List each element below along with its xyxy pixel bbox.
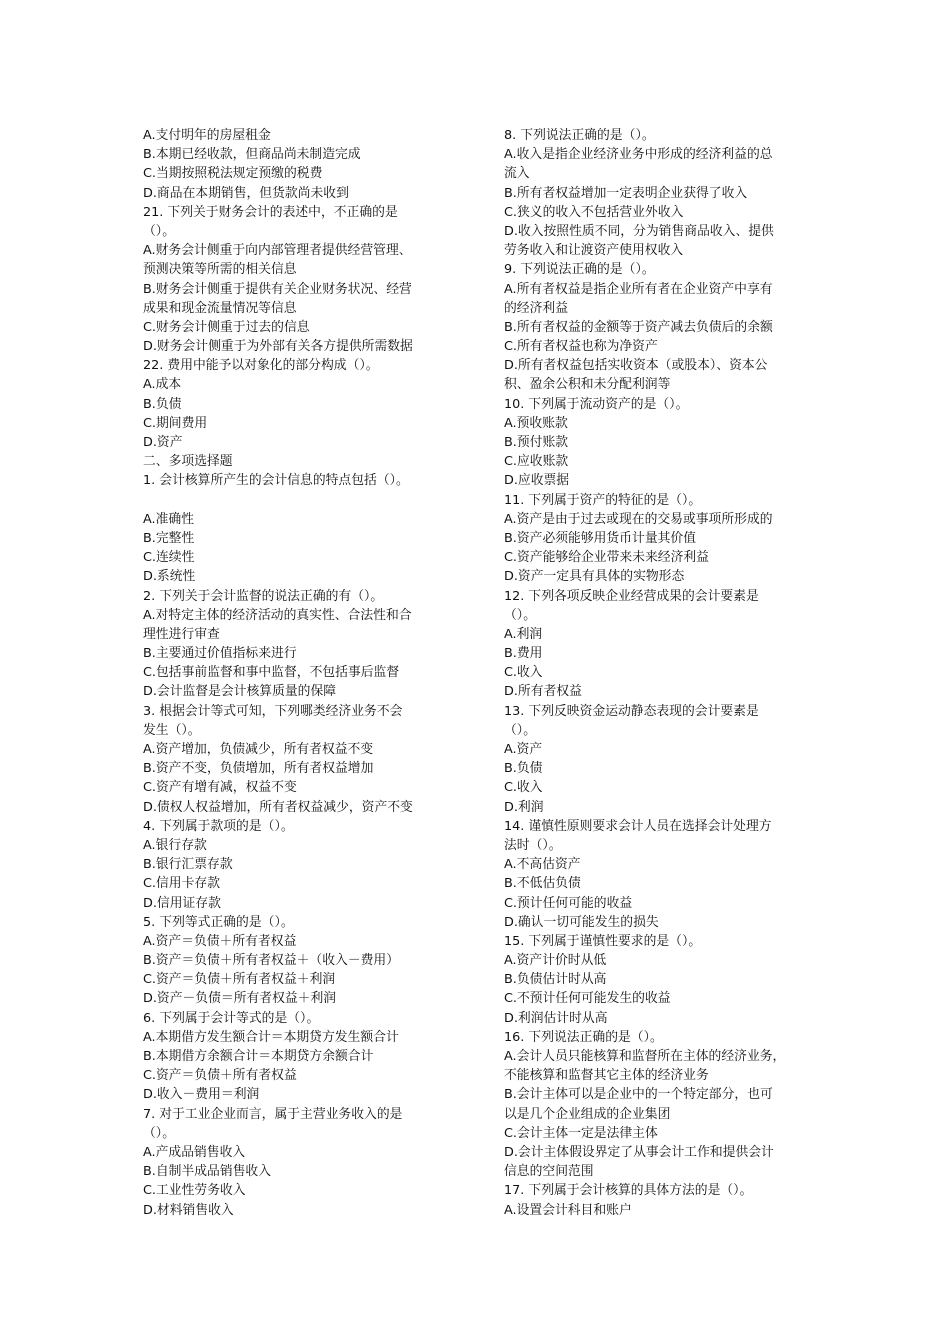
right-column-line: A.资产 [504, 742, 543, 757]
left-column-line: A.对特定主体的经济活动的真实性、合法性和合 [143, 607, 412, 623]
right-column-line: 劳务收入和让渡资产使用权收入 [504, 243, 684, 259]
left-column-line: D.信用证存款 [143, 895, 221, 911]
right-column-line: （）。 [504, 607, 536, 623]
right-column-line: C.狭义的收入不包括营业外收入 [504, 204, 684, 220]
right-column-line: D.资产一定具有具体的实物形态 [504, 569, 685, 585]
left-column-line: 7. 对于工业企业而言，属于主营业务收入的是 [143, 1106, 403, 1122]
left-column-line: 21. 下列关于财务会计的表述中，不正确的是 [143, 204, 398, 220]
right-column-line: A.会计人员只能核算和监督所在主体的经济业务， [504, 1049, 786, 1064]
left-column-line: 22. 费用中能予以对象化的部分构成（）。 [143, 358, 379, 374]
left-column-line: D.债权人权益增加，所有者权益减少，资产不变 [143, 799, 413, 815]
right-column-line: C.预计任何可能的收益 [504, 895, 633, 911]
right-column-line: 9. 下列说法正确的是（）。 [504, 262, 655, 278]
left-column-line: 4. 下列属于款项的是（）。 [143, 818, 294, 834]
left-column-line: C.资产＝负债＋所有者权益＋利润 [143, 972, 336, 988]
left-column-line: B.资产不变，负债增加，所有者权益增加 [143, 761, 374, 777]
right-column-line: C.应收账款 [504, 454, 569, 470]
left-column-line: B.财务会计侧重于提供有关企业财务状况、经营 [143, 281, 412, 297]
right-column-line: C.会计主体一定是法律主体 [504, 1125, 658, 1141]
right-column-line: B.所有者权益的金额等于资产减去负债后的余额 [504, 319, 773, 335]
left-column-line: （）。 [143, 223, 175, 239]
left-column-line: 5. 下列等式正确的是（）。 [143, 914, 294, 930]
right-column-line: （）。 [504, 722, 536, 738]
right-column-line: 法时（）。 [504, 837, 562, 853]
right-column-line: 14. 谨慎性原则要求会计人员在选择会计处理方 [504, 818, 772, 834]
right-column-line: D.利润估计时从高 [504, 1010, 608, 1026]
right-column-line: 信息的空间范围 [504, 1164, 594, 1180]
left-column-line: D.商品在本期销售，但货款尚未收到 [143, 185, 349, 201]
right-column-line: B.费用 [504, 646, 543, 662]
left-column-line: （）。 [143, 1125, 175, 1141]
right-column-line: D.所有者权益 [504, 684, 582, 700]
right-column-line: B.负债 [504, 761, 543, 777]
left-column-line: A.资产增加，负债减少，所有者权益不变 [143, 742, 374, 757]
left-column-line: B.本期借方余额合计＝本期贷方余额合计 [143, 1049, 374, 1064]
right-column-line: A.资产计价时从低 [504, 953, 607, 969]
right-column-line: 17. 下列属于会计核算的具体方法的是（）。 [504, 1183, 753, 1199]
left-column-line: B.负债 [143, 396, 182, 412]
right-column-line: C.所有者权益也称为净资产 [504, 339, 658, 355]
right-column-line: A.所有者权益是指企业所有者在企业资产中享有 [504, 281, 773, 297]
left-column-line: 成果和现金流量情况等信息 [143, 300, 297, 316]
right-column-line: C.收入 [504, 780, 543, 796]
right-column-line: 15. 下列属于谨慎性要求的是（）。 [504, 933, 702, 949]
right-column-line: 10. 下列属于流动资产的是（）。 [504, 396, 689, 412]
right-column-line: D.收入按照性质不同，分为销售商品收入、提供 [504, 223, 774, 239]
left-column-line: B.银行汇票存款 [143, 857, 233, 873]
right-column-line: A.利润 [504, 626, 543, 642]
right-column-line: 积、盈余公积和未分配利润等 [504, 377, 671, 393]
left-column-line: B.主要通过价值指标来进行 [143, 646, 297, 662]
left-column-line: C.资产有增有减，权益不变 [143, 780, 297, 796]
left-column-line: C.期间费用 [143, 415, 208, 431]
left-column-line: A.资产＝负债＋所有者权益 [143, 933, 297, 949]
left-column-line: D.收入－费用＝利润 [143, 1087, 260, 1103]
right-column-line: 12. 下列各项反映企业经营成果的会计要素是 [504, 588, 759, 604]
left-column-line: A.支付明年的房屋租金 [143, 128, 271, 143]
right-column-line: B.所有者权益增加一定表明企业获得了收入 [504, 185, 748, 201]
right-column-line: 8. 下列说法正确的是（）。 [504, 128, 655, 143]
right-column-line: D.会计主体假设界定了从事会计工作和提供会计 [504, 1144, 774, 1160]
left-column-line: C.资产＝负债＋所有者权益 [143, 1068, 297, 1084]
left-column-line: A.财务会计侧重于向内部管理者提供经营管理、 [143, 243, 412, 259]
left-column-line: 6. 下列属于会计等式的是（）。 [143, 1010, 320, 1026]
left-column-line: A.本期借方发生额合计＝本期贷方发生额合计 [143, 1029, 399, 1045]
right-column-line: 13. 下列反映资金运动静态表现的会计要素是 [504, 703, 759, 719]
left-column-line: A.产成品销售收入 [143, 1144, 246, 1160]
left-column-line: C.财务会计侧重于过去的信息 [143, 319, 310, 335]
right-column-line: A.收入是指企业经济业务中形成的经济利益的总 [504, 147, 773, 163]
right-column-line: B.不低估负债 [504, 876, 581, 892]
right-column-line: C.不预计任何可能发生的收益 [504, 991, 671, 1007]
left-column-line: B.本期已经收款，但商品尚未制造完成 [143, 147, 361, 163]
left-column-line: D.资产 [143, 435, 183, 450]
right-column [504, 126, 816, 1220]
right-column-line: A.资产是由于过去或现在的交易或事项所形成的 [504, 511, 773, 527]
right-column-line: D.所有者权益包括实收资本（或股本）、资本公 [504, 358, 768, 374]
left-column-line: 发生（）。 [143, 722, 201, 738]
left-column-line: C.信用卡存款 [143, 876, 220, 892]
left-column-line: C.连续性 [143, 550, 195, 566]
right-column-line: A.不高估资产 [504, 857, 581, 873]
left-column-line: C.当期按照税法规定预缴的税费 [143, 166, 323, 182]
left-column-line: 二、多项选择题 [143, 454, 233, 470]
right-column-line: B.负债估计时从高 [504, 972, 607, 988]
left-column-line: C.工业性劳务收入 [143, 1183, 246, 1199]
left-column-line: B.资产＝负债＋所有者权益＋（收入－费用） [143, 953, 399, 969]
left-column [143, 126, 455, 1220]
right-column-line: B.资产必须能够用货币计量其价值 [504, 530, 697, 546]
left-column-line: C.包括事前监督和事中监督，不包括事后监督 [143, 665, 400, 681]
left-column-line: B.完整性 [143, 530, 195, 546]
left-column-line: A.成本 [143, 377, 182, 393]
right-column-line: A.设置会计科目和账户 [504, 1202, 632, 1218]
right-column-line: C.收入 [504, 665, 543, 681]
left-column-line: A.准确性 [143, 511, 194, 527]
left-column-line: B.自制半成品销售收入 [143, 1164, 272, 1180]
left-column-line: 预测决策等所需的相关信息 [143, 262, 297, 278]
right-column-line: C.资产能够给企业带来未来经济利益 [504, 550, 709, 566]
right-column-line: 不能核算和监督其它主体的经济业务 [504, 1068, 709, 1084]
right-column-line: 以是几个企业组成的企业集团 [504, 1106, 671, 1122]
right-column-line: 流入 [504, 166, 530, 182]
right-column-line: A.预收账款 [504, 415, 568, 431]
left-column-line: D.财务会计侧重于为外部有关各方提供所需数据 [143, 339, 413, 355]
left-column-line: D.会计监督是会计核算质量的保障 [143, 684, 337, 700]
right-column-line: 的经济利益 [504, 300, 568, 316]
left-column-line: D.系统性 [143, 569, 196, 585]
right-column-line: D.确认一切可能发生的损失 [504, 914, 659, 930]
right-column-line: 16. 下列说法正确的是（）。 [504, 1029, 663, 1045]
right-column-line: 11. 下列属于资产的特征的是（）。 [504, 492, 702, 508]
left-column-line [143, 491, 455, 510]
left-column-line: 2. 下列关于会计监督的说法正确的有（）。 [143, 588, 384, 604]
right-column-line: D.应收票据 [504, 473, 570, 489]
left-column-line: 理性进行审查 [143, 626, 220, 642]
left-column-line: 1. 会计核算所产生的会计信息的特点包括（）。 [143, 473, 409, 489]
left-column-line: A.银行存款 [143, 837, 207, 853]
left-column-line: 3. 根据会计等式可知，下列哪类经济业务不会 [143, 703, 403, 719]
right-column-line: D.利润 [504, 799, 544, 815]
right-column-line: B.预付账款 [504, 435, 569, 450]
left-column-line: D.资产－负债＝所有者权益＋利润 [143, 991, 337, 1007]
left-column-line: D.材料销售收入 [143, 1202, 234, 1218]
right-column-line: B.会计主体可以是企业中的一个特定部分，也可 [504, 1087, 773, 1103]
